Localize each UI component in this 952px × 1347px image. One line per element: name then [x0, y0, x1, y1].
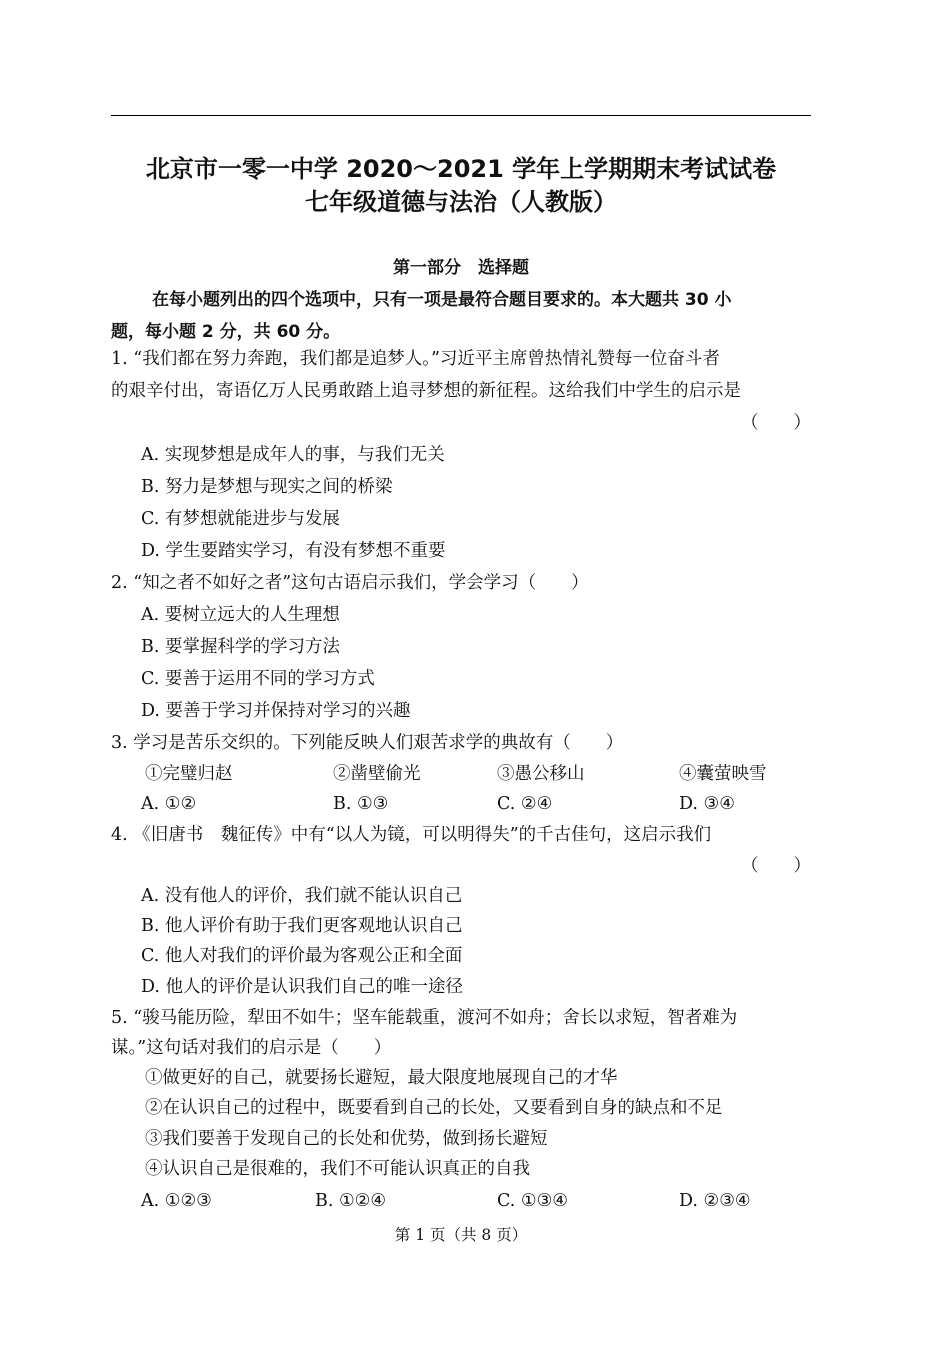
question-2-option-d: D. 要善于学习并保持对学习的兴趣 [141, 701, 411, 721]
question-3-statement-2: ②凿壁偷光 [333, 764, 421, 784]
instructions-line1: 在每小题列出的四个选项中，只有一项是最符合题目要求的。本大题共 30 小 [152, 290, 732, 310]
question-5-statement-4: ④认识自己是很难的，我们不可能认识真正的自我 [145, 1159, 530, 1179]
question-3-statement-4: ④囊萤映雪 [679, 764, 767, 784]
question-3-option-a: A. ①② [141, 794, 197, 814]
question-3-option-c: C. ②④ [497, 794, 553, 814]
exam-title-line2: 七年级道德与法治（人教版） [305, 188, 617, 216]
question-5-statement-2: ②在认识自己的过程中，既要看到自己的长处，又要看到自身的缺点和不足 [145, 1098, 723, 1118]
top-rule [111, 115, 811, 116]
question-5-stem-line1: 5. “骏马能历险，犁田不如牛；坚车能载重，渡河不如舟；舍长以求短，智者难为 [111, 1008, 738, 1028]
question-5-option-a: A. ①②③ [141, 1191, 212, 1211]
question-5-statement-1: ①做更好的自己，就要扬长避短，最大限度地展现自己的才华 [145, 1068, 618, 1088]
page-number: 第 1 页（共 8 页） [394, 1226, 528, 1244]
question-2-option-c: C. 要善于运用不同的学习方式 [141, 669, 375, 689]
question-5-option-c: C. ①③④ [497, 1191, 568, 1211]
section-heading: 第一部分 选择题 [393, 258, 529, 278]
question-1-stem-line2: 的艰辛付出，寄语亿万人民勇敢踏上追寻梦想的新征程。这给我们中学生的启示是 [111, 381, 741, 401]
question-1-answer-paren: （ ） [741, 413, 811, 433]
question-2-option-a: A. 要树立远大的人生理想 [141, 605, 340, 625]
question-3-option-d: D. ③④ [679, 794, 735, 814]
question-4-option-a: A. 没有他人的评价，我们就不能认识自己 [141, 886, 463, 906]
instructions-line2: 题，每小题 2 分，共 60 分。 [111, 322, 341, 342]
question-4-option-c: C. 他人对我们的评价最为客观公正和全面 [141, 946, 463, 966]
question-1-stem-line1: 1. “我们都在努力奔跑，我们都是追梦人。”习近平主席曾热情礼赞每一位奋斗者 [111, 349, 720, 369]
question-3-statement-3: ③愚公移山 [497, 764, 585, 784]
question-1-option-a: A. 实现梦想是成年人的事，与我们无关 [141, 445, 445, 465]
question-5-option-d: D. ②③④ [679, 1191, 751, 1211]
question-4-option-b: B. 他人评价有助于我们更客观地认识自己 [141, 916, 463, 936]
question-3-option-b: B. ①③ [333, 794, 389, 814]
exam-title-line1: 北京市一零一中学 2020～2021 学年上学期期末考试试卷 [145, 155, 777, 183]
question-3-statement-1: ①完璧归赵 [145, 764, 233, 784]
question-2-stem: 2. “知之者不如好之者”这句古语启示我们，学会学习（ ） [111, 573, 589, 593]
question-5-option-b: B. ①②④ [315, 1191, 387, 1211]
question-1-option-c: C. 有梦想就能进步与发展 [141, 509, 340, 529]
question-1-option-d: D. 学生要踏实学习，有没有梦想不重要 [141, 541, 446, 561]
question-4-option-d: D. 他人的评价是认识我们自己的唯一途径 [141, 977, 464, 997]
question-2-option-b: B. 要掌握科学的学习方法 [141, 637, 340, 657]
question-1-option-b: B. 努力是梦想与现实之间的桥梁 [141, 477, 393, 497]
question-3-stem: 3. 学习是苦乐交织的。下列能反映人们艰苦求学的典故有（ ） [111, 733, 624, 753]
question-4-stem: 4. 《旧唐书 魏征传》中有“以人为镜，可以明得失”的千古佳句，这启示我们 [111, 825, 712, 845]
question-4-answer-paren: （ ） [741, 856, 811, 876]
question-5-statement-3: ③我们要善于发现自己的长处和优势，做到扬长避短 [145, 1129, 548, 1149]
question-5-stem-line2: 谋。”这句话对我们的启示是（ ） [111, 1038, 392, 1058]
